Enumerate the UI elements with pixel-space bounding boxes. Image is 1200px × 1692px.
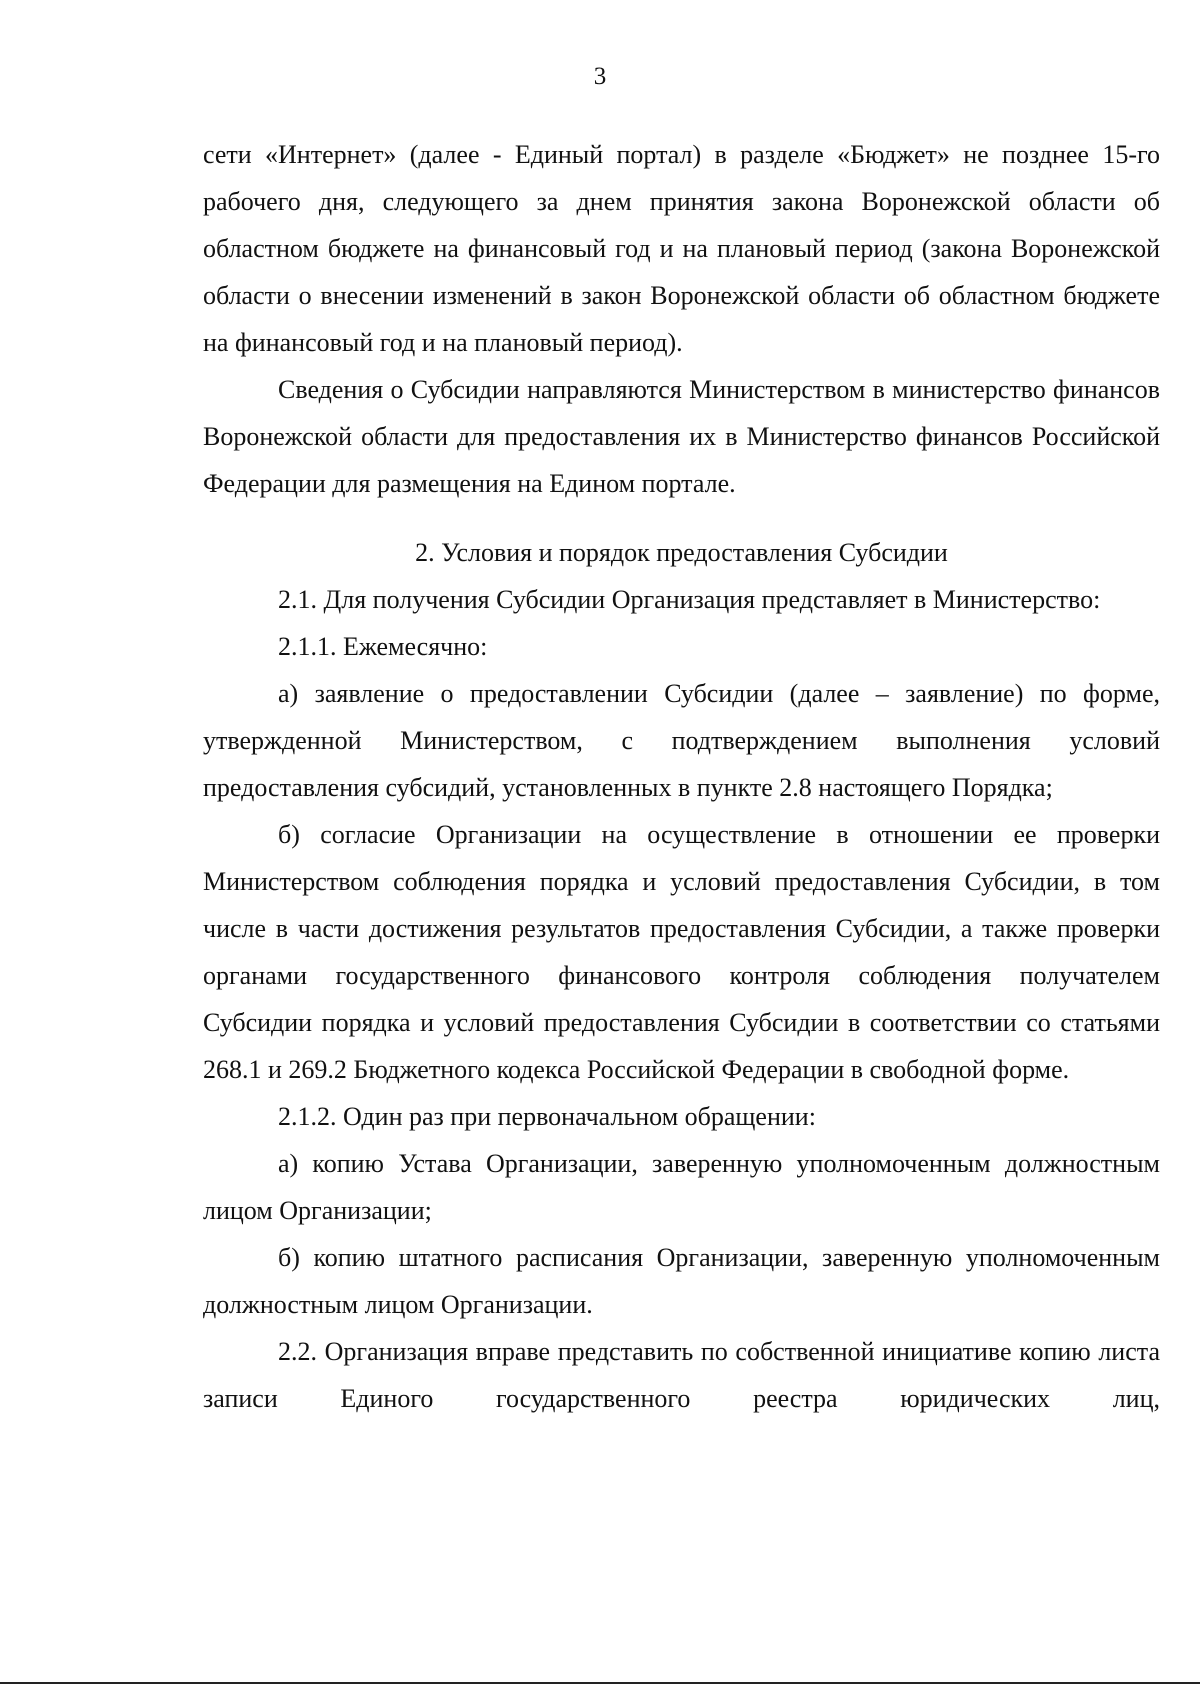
document-body [203,131,1160,1422]
paragraph-2-1-2-a: а) копию Устава Организации, заверенную уполномоченным должностным лицом Организации; [203,1149,1160,1225]
paragraph-2-1: 2.1. Для получения Субсидии Организация представляет в Министерство: [278,585,1101,614]
paragraph-2-1-2: 2.1.2. Один раз при первоначальном обращении: [278,1102,816,1131]
paragraph-2-2: 2.2. Организация вправе представить по собственной инициативе копию листа записи Единого государственного реестра юридических лиц, [203,1337,1160,1413]
page-bottom-rule [0,1682,1200,1684]
paragraph-2-1-1: 2.1.1. Ежемесячно: [278,632,488,661]
page-number: 3 [593,63,607,90]
paragraph-intro-continuation: сети «Интернет» (далее - Единый портал) в разделе «Бюджет» не позднее 15-го рабочего дня, следующего за днем принятия закона Воронежской области об областном бюджете на финансовый год и на плановый период (закона Воронежской области о внесении изменений в закон Воронежской области об областном бюджете на финансовый год и на плановый период). [203,140,1160,357]
paragraph-subsidy-info: Сведения о Субсидии направляются Министерством в министерство финансов Воронежской области для предоставления их в Министерство финансов Российской Федерации для размещения на Едином портале. [203,375,1160,498]
paragraph-2-1-2-b: б) копию штатного расписания Организации, заверенную уполномоченным должностным лицом Организации. [203,1243,1160,1319]
paragraph-2-1-1-a: а) заявление о предоставлении Субсидии (далее – заявление) по форме, утвержденной Министерством, с подтверждением выполнения условий предоставления субсидий, установленных в пункте 2.8 настоящего Порядка; [203,679,1160,802]
paragraph-2-1-1-b: б) согласие Организации на осуществление в отношении ее проверки Министерством соблюдения порядка и условий предоставления Субсидии, в том числе в части достижения результатов предоставления Субсидии, а также проверки органами государственного финансового контроля соблюдения получателем Субсидии порядка и условий предоставления Субсидии в соответствии со статьями 268.1 и 269.2 Бюджетного кодекса Российской Федерации в свободной форме. [203,820,1160,1084]
section-heading-2: 2. Условия и порядок предоставления Субсидии [415,538,948,567]
